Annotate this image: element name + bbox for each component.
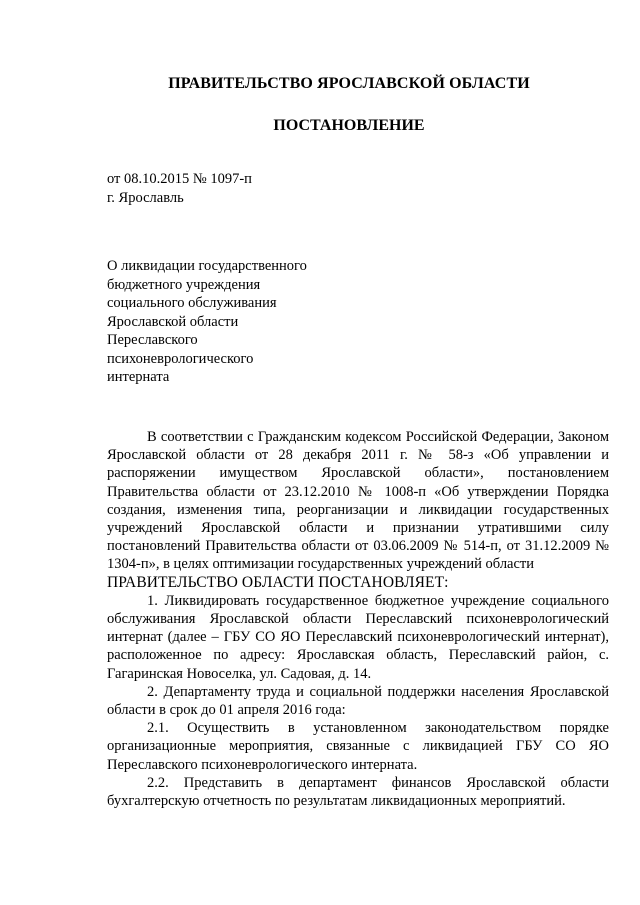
date-number: от 08.10.2015 № 1097-п <box>107 171 252 187</box>
document-type-title: ПОСТАНОВЛЕНИЕ <box>273 117 425 134</box>
item-1-paragraph: 1. Ликвидировать государственное бюджетное учреждение социального обслуживания Ярославской области Переславский психоневрологический интернат (далее – ГБУ СО ЯО Переславский психоневрологический интернат), расположенное по адресу: Ярославская область, Переславский район, с. Гагаринская Новоселка, ул. Садовая, д. 14. <box>107 592 609 682</box>
preamble-paragraph: В соответствии с Гражданским кодексом Российской Федерации, Законом Ярославской области от 28 декабря 2011 г. № 58-з «Об управлении и распоряжении имуществом Ярославской области», постановлением Правительства области от 23.12.2010 № 1008-п «Об утверждении Порядка создания, изменения типа, реорганизации и ликвидации государственных учреждений Ярославской области и признании утратившими силу постановлений Правительства области от 03.06.2009 № 514-п, от 31.12.2009 № 1304-п», в целях оптимизации государственных учреждений области <box>107 429 609 573</box>
item-2-1-paragraph: 2.1. Осуществить в установленном законодательством порядке организационные мероприятия, связанные с ликвидацией ГБУ СО ЯО Переславского психоневрологического интерната. <box>107 720 609 773</box>
decree-statement: ПРАВИТЕЛЬСТВО ОБЛАСТИ ПОСТАНОВЛЯЕТ: <box>107 573 449 591</box>
subject-line: О ликвидации государственного <box>107 258 307 274</box>
subject-line: социального обслуживания <box>107 295 277 311</box>
subject-line: интерната <box>107 369 170 385</box>
document-body <box>107 428 609 810</box>
subject-line: психоневрологического <box>107 350 254 367</box>
item-2-2-paragraph: 2.2. Представить в департамент финансов Ярославской области бухгалтерскую отчетность по результатам ликвидационных мероприятий. <box>107 774 609 810</box>
document-subject <box>107 257 307 387</box>
subject-line: бюджетного учреждения <box>107 276 261 293</box>
document-meta <box>107 170 252 208</box>
city: г. Ярославль <box>107 190 184 206</box>
organization-title: ПРАВИТЕЛЬСТВО ЯРОСЛАВСКОЙ ОБЛАСТИ <box>168 75 530 92</box>
item-2-paragraph: 2. Департаменту труда и социальной поддержки населения Ярославской области в срок до 01 апреля 2016 года: <box>107 683 609 719</box>
subject-line: Переславского <box>107 332 198 348</box>
subject-line: Ярославской области <box>107 313 239 330</box>
